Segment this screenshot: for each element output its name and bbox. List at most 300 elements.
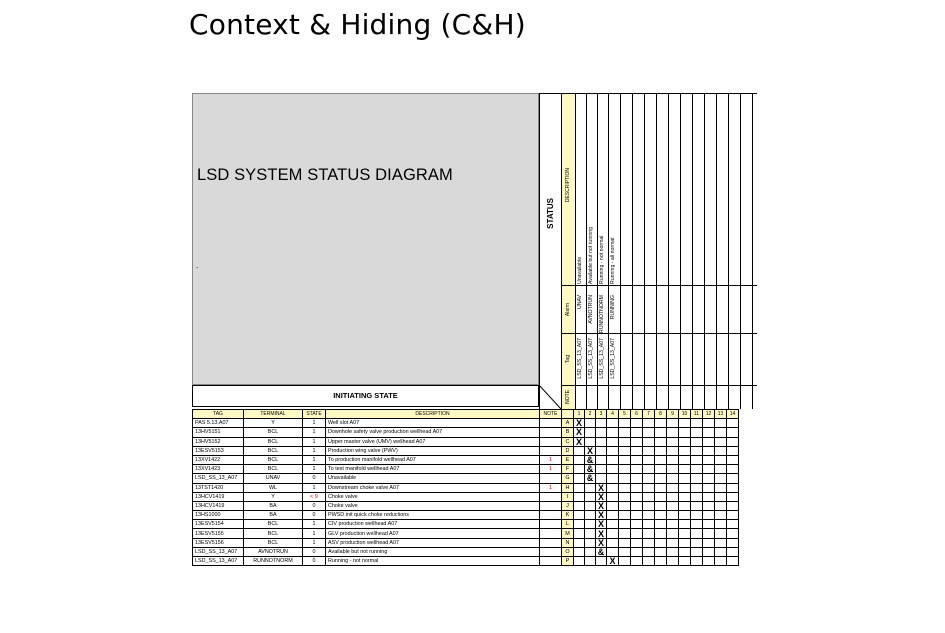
diagram-dot: . (196, 261, 199, 270)
row-note: 1 (540, 465, 562, 474)
row-mark (655, 511, 667, 520)
header-letter (562, 410, 574, 419)
row-mark (574, 538, 585, 547)
row-mark (607, 520, 619, 529)
row-mark (679, 446, 691, 455)
row-mark (691, 557, 703, 566)
tag-label: Tag (565, 355, 571, 364)
row-mark (715, 538, 727, 547)
row-note (540, 474, 562, 483)
row-terminal: BCL (244, 446, 303, 455)
col-number: 5 (619, 410, 631, 419)
row-mark (715, 492, 727, 501)
row-mark (715, 455, 727, 464)
row-tag: 13ESV5154 (193, 520, 244, 529)
row-mark (679, 520, 691, 529)
row-mark (727, 492, 739, 501)
row-mark (574, 465, 585, 474)
row-mark (655, 465, 667, 474)
row-mark (655, 538, 667, 547)
row-mark (691, 483, 703, 492)
row-letter: M (562, 529, 574, 538)
row-mark (679, 501, 691, 510)
row-mark (715, 511, 727, 520)
row-mark: X (574, 428, 585, 437)
row-letter: F (562, 465, 574, 474)
row-mark (727, 428, 739, 437)
row-mark (703, 520, 715, 529)
row-terminal: BCL (244, 455, 303, 464)
row-mark (631, 529, 643, 538)
row-mark (607, 474, 619, 483)
row-tag: 13XV1423 (193, 465, 244, 474)
table-row (193, 547, 739, 556)
row-mark (596, 557, 607, 566)
row-mark (667, 483, 679, 492)
row-state: 0 (303, 474, 326, 483)
row-mark (655, 520, 667, 529)
row-mark (619, 474, 631, 483)
table-row (193, 455, 739, 464)
row-state: 1 (303, 428, 326, 437)
corner-diagonal (539, 385, 561, 409)
table-row (193, 483, 739, 492)
row-mark (643, 529, 655, 538)
diagram-title-block (192, 93, 539, 385)
row-mark (703, 465, 715, 474)
row-mark (631, 419, 643, 428)
row-mark (703, 529, 715, 538)
row-mark (643, 492, 655, 501)
status-column-alarm: RUNNING (610, 295, 616, 320)
row-mark (643, 511, 655, 520)
row-mark (715, 520, 727, 529)
note-label: NOTE (565, 390, 571, 404)
row-mark (679, 557, 691, 566)
row-mark (585, 437, 596, 446)
row-mark: & (585, 465, 596, 474)
row-mark (643, 483, 655, 492)
row-note (540, 520, 562, 529)
col-number: 8 (655, 410, 667, 419)
row-mark (619, 483, 631, 492)
row-mark (619, 557, 631, 566)
row-state: 1 (303, 419, 326, 428)
col-number: 9 (667, 410, 679, 419)
row-tag: LSD_SS_13_A07 (193, 557, 244, 566)
row-mark (655, 455, 667, 464)
row-mark (667, 520, 679, 529)
row-mark (679, 483, 691, 492)
row-letter: I (562, 492, 574, 501)
row-mark (574, 483, 585, 492)
row-mark: X (596, 538, 607, 547)
row-state: 0 (303, 501, 326, 510)
row-mark (715, 483, 727, 492)
row-mark (631, 455, 643, 464)
row-mark (643, 428, 655, 437)
row-mark (574, 455, 585, 464)
row-mark (574, 557, 585, 566)
row-mark (703, 557, 715, 566)
row-tag: 13HCV1419 (193, 501, 244, 510)
row-mark (631, 474, 643, 483)
col-number: 7 (643, 410, 655, 419)
row-mark (631, 492, 643, 501)
row-mark: & (596, 547, 607, 556)
row-note (540, 557, 562, 566)
row-mark (667, 465, 679, 474)
row-mark (667, 428, 679, 437)
row-note (540, 538, 562, 547)
row-mark (727, 520, 739, 529)
row-mark (643, 437, 655, 446)
row-mark (631, 446, 643, 455)
row-description: Choke valve (326, 501, 540, 510)
header-state: STATE (303, 410, 326, 419)
row-state: 0 (303, 557, 326, 566)
row-mark (679, 419, 691, 428)
row-terminal: BA (244, 501, 303, 510)
row-mark (619, 437, 631, 446)
row-mark (643, 465, 655, 474)
row-description: To production manifold wellhead A07 (326, 455, 540, 464)
row-mark (703, 419, 715, 428)
row-mark (667, 492, 679, 501)
row-note (540, 492, 562, 501)
row-mark (619, 428, 631, 437)
row-tag: 13ESV5155 (193, 529, 244, 538)
row-letter: H (562, 483, 574, 492)
row-mark (643, 538, 655, 547)
row-mark (655, 419, 667, 428)
row-mark (607, 437, 619, 446)
row-tag: LSD_SS_13_A07 (193, 547, 244, 556)
row-mark (691, 455, 703, 464)
col-number: 2 (585, 410, 596, 419)
row-mark (574, 492, 585, 501)
row-mark (679, 465, 691, 474)
row-letter: K (562, 511, 574, 520)
row-mark (727, 511, 739, 520)
row-mark (727, 501, 739, 510)
row-letter: O (562, 547, 574, 556)
row-tag: PAS 5.13.A07 (193, 419, 244, 428)
row-mark (679, 529, 691, 538)
row-terminal: Y (244, 492, 303, 501)
row-mark (667, 547, 679, 556)
row-mark (727, 529, 739, 538)
row-mark (585, 419, 596, 428)
row-mark (619, 529, 631, 538)
row-mark (655, 428, 667, 437)
row-letter: N (562, 538, 574, 547)
row-mark (715, 557, 727, 566)
row-terminal: UNAV (244, 474, 303, 483)
row-mark: X (596, 529, 607, 538)
row-mark (607, 419, 619, 428)
table-row (193, 492, 739, 501)
header-tag: TAG (193, 410, 244, 419)
row-note (540, 419, 562, 428)
row-note: 1 (540, 455, 562, 464)
row-mark (585, 547, 596, 556)
row-description: Downstream choke valve A07 (326, 483, 540, 492)
row-mark (574, 501, 585, 510)
table-row (193, 465, 739, 474)
row-mark (619, 501, 631, 510)
row-mark (607, 547, 619, 556)
row-mark (679, 455, 691, 464)
row-mark (667, 437, 679, 446)
row-mark (655, 529, 667, 538)
row-mark (631, 465, 643, 474)
row-mark (619, 455, 631, 464)
row-mark: & (585, 474, 596, 483)
row-mark: X (596, 483, 607, 492)
row-mark: X (596, 492, 607, 501)
row-description: Choke valve (326, 492, 540, 501)
col-number: 4 (607, 410, 619, 419)
row-mark (691, 465, 703, 474)
row-mark (631, 428, 643, 437)
row-mark (643, 501, 655, 510)
row-mark (667, 455, 679, 464)
row-mark (574, 529, 585, 538)
col-number: 6 (631, 410, 643, 419)
row-mark (679, 511, 691, 520)
row-mark (703, 483, 715, 492)
row-mark (631, 547, 643, 556)
row-mark (619, 547, 631, 556)
table-row (193, 557, 739, 566)
row-mark (667, 511, 679, 520)
row-mark: & (585, 455, 596, 464)
row-mark (655, 557, 667, 566)
row-mark (643, 520, 655, 529)
row-mark (715, 419, 727, 428)
row-mark (585, 501, 596, 510)
row-mark (667, 529, 679, 538)
row-terminal: BCL (244, 529, 303, 538)
row-tag: 13TST1420 (193, 483, 244, 492)
row-mark (679, 492, 691, 501)
row-mark (715, 437, 727, 446)
header-terminal: TERMINAL (244, 410, 303, 419)
status-column-tag: LSD_SS_13_A07 (577, 338, 583, 379)
row-mark (619, 465, 631, 474)
table-row (193, 428, 739, 437)
row-mark (574, 474, 585, 483)
col-number: 12 (703, 410, 715, 419)
row-mark (607, 538, 619, 547)
row-mark (607, 529, 619, 538)
row-tag: 13HCV1419 (193, 492, 244, 501)
row-tag: 13HV5151 (193, 428, 244, 437)
alarm-label: Alarm (565, 303, 571, 317)
row-mark (703, 428, 715, 437)
col-number: 3 (596, 410, 607, 419)
row-mark (607, 428, 619, 437)
status-column-tag: LSD_SS_13_A07 (599, 338, 605, 379)
row-mark (727, 483, 739, 492)
row-mark (679, 538, 691, 547)
row-mark: X (596, 511, 607, 520)
row-mark (679, 474, 691, 483)
table-row (193, 446, 739, 455)
row-mark (727, 455, 739, 464)
row-mark (703, 446, 715, 455)
row-state: 1 (303, 529, 326, 538)
row-mark (607, 465, 619, 474)
status-column-description: Running - not normal (599, 235, 605, 284)
row-mark (691, 437, 703, 446)
row-mark (727, 474, 739, 483)
row-description: Unavailable (326, 474, 540, 483)
row-mark (715, 474, 727, 483)
row-mark (643, 419, 655, 428)
table-header-row (193, 410, 739, 419)
table-row (193, 520, 739, 529)
row-note: 1 (540, 483, 562, 492)
row-state: 1 (303, 446, 326, 455)
row-mark (607, 511, 619, 520)
row-mark (727, 437, 739, 446)
row-mark (715, 501, 727, 510)
status-column-alarm: RUNNOTNORM (599, 295, 605, 334)
table-row (193, 501, 739, 510)
description-label: DESCRIPTION (565, 168, 571, 203)
status-column-description: Available but not running (588, 226, 594, 284)
row-mark (631, 501, 643, 510)
status-column-alarm: UNAV (577, 295, 583, 310)
row-tag: 13ESV5153 (193, 446, 244, 455)
row-mark (607, 501, 619, 510)
row-description: GLV production wellhead A07 (326, 529, 540, 538)
row-mark (667, 538, 679, 547)
row-mark (631, 538, 643, 547)
row-mark (655, 547, 667, 556)
row-mark (703, 437, 715, 446)
initiating-state-label: INITIATING STATE (192, 385, 539, 407)
row-terminal: AVNOTRUN (244, 547, 303, 556)
row-mark (715, 446, 727, 455)
row-mark: X (607, 557, 619, 566)
row-mark (596, 474, 607, 483)
row-mark (727, 419, 739, 428)
row-description: ASV production wellhead A07 (326, 538, 540, 547)
row-mark (607, 446, 619, 455)
row-mark (643, 455, 655, 464)
row-terminal: BCL (244, 465, 303, 474)
row-letter: E (562, 455, 574, 464)
row-mark (655, 446, 667, 455)
col-number: 11 (691, 410, 703, 419)
table-row (193, 529, 739, 538)
diagram-title: LSD SYSTEM STATUS DIAGRAM (197, 166, 453, 184)
row-mark (574, 547, 585, 556)
row-letter: D (562, 446, 574, 455)
row-mark (655, 437, 667, 446)
row-mark (715, 465, 727, 474)
row-note (540, 501, 562, 510)
row-mark: X (574, 437, 585, 446)
row-mark (667, 557, 679, 566)
row-mark (691, 547, 703, 556)
row-mark: X (596, 520, 607, 529)
row-mark (643, 474, 655, 483)
row-terminal: BCL (244, 437, 303, 446)
status-column-tag: LSD_SS_13_A07 (610, 338, 616, 379)
row-state: 1 (303, 455, 326, 464)
row-mark (574, 511, 585, 520)
row-mark (619, 419, 631, 428)
row-mark (691, 538, 703, 547)
row-state: < 9 (303, 492, 326, 501)
row-terminal: RUNNOTNORM (244, 557, 303, 566)
row-mark (607, 455, 619, 464)
initiating-state-table (192, 409, 739, 566)
row-mark (619, 511, 631, 520)
row-mark (727, 557, 739, 566)
row-state: 1 (303, 538, 326, 547)
row-mark (574, 446, 585, 455)
row-note (540, 529, 562, 538)
row-mark (585, 428, 596, 437)
row-description: Available but not running (326, 547, 540, 556)
row-state: 0 (303, 547, 326, 556)
row-mark (607, 492, 619, 501)
row-mark (691, 492, 703, 501)
status-label: STATUS (546, 198, 555, 229)
status-diagram-sheet (192, 93, 757, 575)
header-note: NOTE (540, 410, 562, 419)
row-note (540, 547, 562, 556)
row-mark (596, 455, 607, 464)
row-mark (727, 446, 739, 455)
row-terminal: BCL (244, 428, 303, 437)
row-mark (703, 501, 715, 510)
row-mark (703, 511, 715, 520)
row-mark (691, 446, 703, 455)
row-description: CIV production wellhead A07 (326, 520, 540, 529)
row-mark (643, 547, 655, 556)
row-terminal: BA (244, 511, 303, 520)
col-number: 1 (574, 410, 585, 419)
row-mark (619, 446, 631, 455)
row-mark (691, 529, 703, 538)
row-description: Running - not normal (326, 557, 540, 566)
row-mark (691, 520, 703, 529)
row-description: Downhole safety valve production wellhead A07 (326, 428, 540, 437)
row-mark (727, 538, 739, 547)
row-mark (655, 492, 667, 501)
row-note (540, 511, 562, 520)
row-tag: 13HV5152 (193, 437, 244, 446)
row-description: Well slot A07 (326, 419, 540, 428)
row-mark (574, 520, 585, 529)
row-mark (585, 538, 596, 547)
row-mark (691, 511, 703, 520)
row-mark: X (574, 419, 585, 428)
row-mark (667, 419, 679, 428)
row-mark (631, 557, 643, 566)
row-mark (631, 483, 643, 492)
row-state: 0 (303, 511, 326, 520)
row-mark: X (585, 446, 596, 455)
row-letter: C (562, 437, 574, 446)
row-mark (703, 492, 715, 501)
